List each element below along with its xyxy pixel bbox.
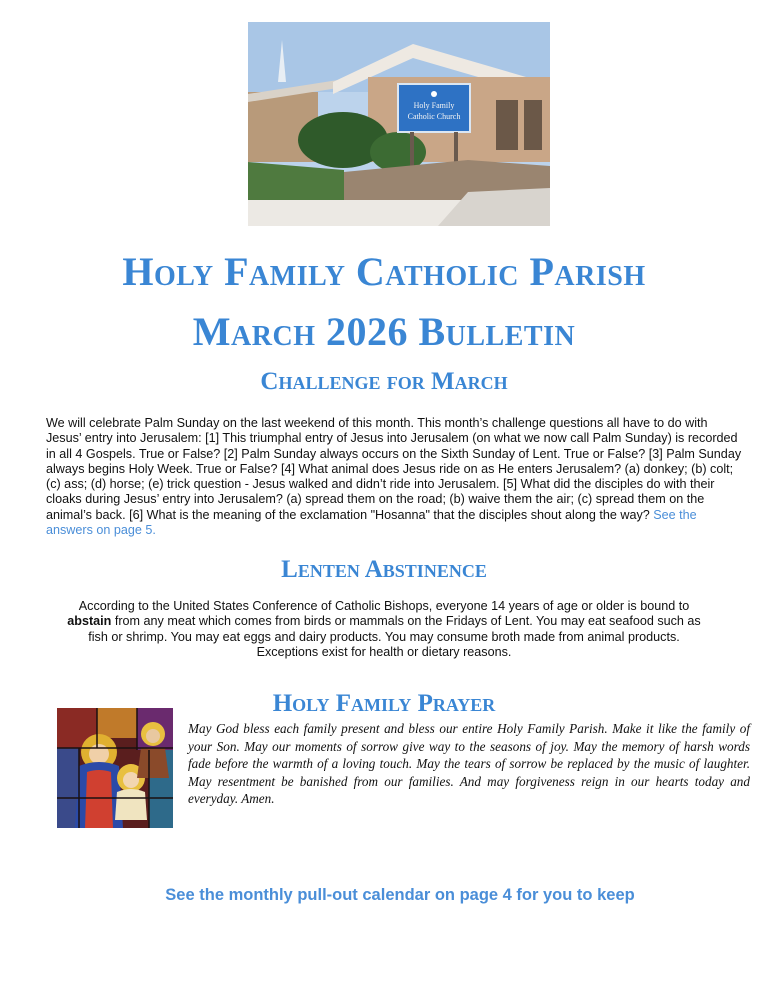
bulletin-title: March 2026 Bulletin xyxy=(192,309,576,354)
sign-line-1: Holy Family xyxy=(413,101,455,110)
lenten-text-after: from any meat which comes from birds or mammals on the Fridays of Lent. You may eat seafood such as fish or shrimp. You may eat eggs and dairy products. You may consume broth made from animal products. Exceptions exist for health or dietary reasons. xyxy=(88,614,701,659)
lenten-text xyxy=(60,599,708,660)
prayer-heading: Holy Family Prayer xyxy=(272,690,496,717)
holy-family-stained-glass xyxy=(57,708,173,828)
lenten-abstain-word: abstain xyxy=(67,614,112,629)
answers-link[interactable]: See the answers on page 5. xyxy=(46,507,697,538)
calendar-note: See the monthly pull-out calendar on page 4 for you to keep xyxy=(165,886,635,904)
church-photo xyxy=(248,22,550,226)
challenge-text xyxy=(46,416,746,538)
challenge-heading: Challenge for March xyxy=(260,368,508,395)
parish-title: Holy Family Catholic Parish xyxy=(122,249,646,294)
church-photo-drawing xyxy=(248,22,550,226)
sign-line-2: Catholic Church xyxy=(407,112,461,121)
lenten-heading: Lenten Abstinence xyxy=(281,556,487,583)
prayer-text: May God bless each family present and bless our entire Holy Family Parish. Make it like the family of your Son. May our moments of sorrow give way to the seasons of joy. May the memory of harsh words fade before the warmth of a loving touch. May the tears of sorrow be replaced by the music of laughter. May resentment be banished from our families. And may forgiveness reign in our hearts today and everyday. Amen. xyxy=(188,721,750,807)
lenten-text-before: According to the United States Conference of Catholic Bishops, everyone 14 years of age or older is bound to xyxy=(78,599,690,613)
stained-glass-drawing xyxy=(57,708,173,828)
challenge-body: We will celebrate Palm Sunday on the last weekend of this month. This month’s challenge questions all have to do with Jesus’ entry into Jerusalem: [1] This triumphal entry of Jesus into Jerusalem (on what we now call Palm Sunday) is recorded in all 4 Gospels. True or False? [2] Palm Sunday always occurs on the Sixth Sunday of Lent. True or False? [3] Palm Sunday always begins Holy Week. True or False? [4] What animal does Jesus ride on as He enters Jerusalem? (a) donkey; (b) colt; (c) ass; (d) horse; (e) trick question - Jesus walked and didn’t ride into Jerusalem. [5] What did the disciples do with their cloaks during Jesus’ entry into Jerusalem? (a) spread them on the road; (b) waive them the air; (c) spread them on the animal’s back. [6] What is the meaning of the exclamation "Hosanna" that the disciples shout along the way? xyxy=(46,416,742,522)
